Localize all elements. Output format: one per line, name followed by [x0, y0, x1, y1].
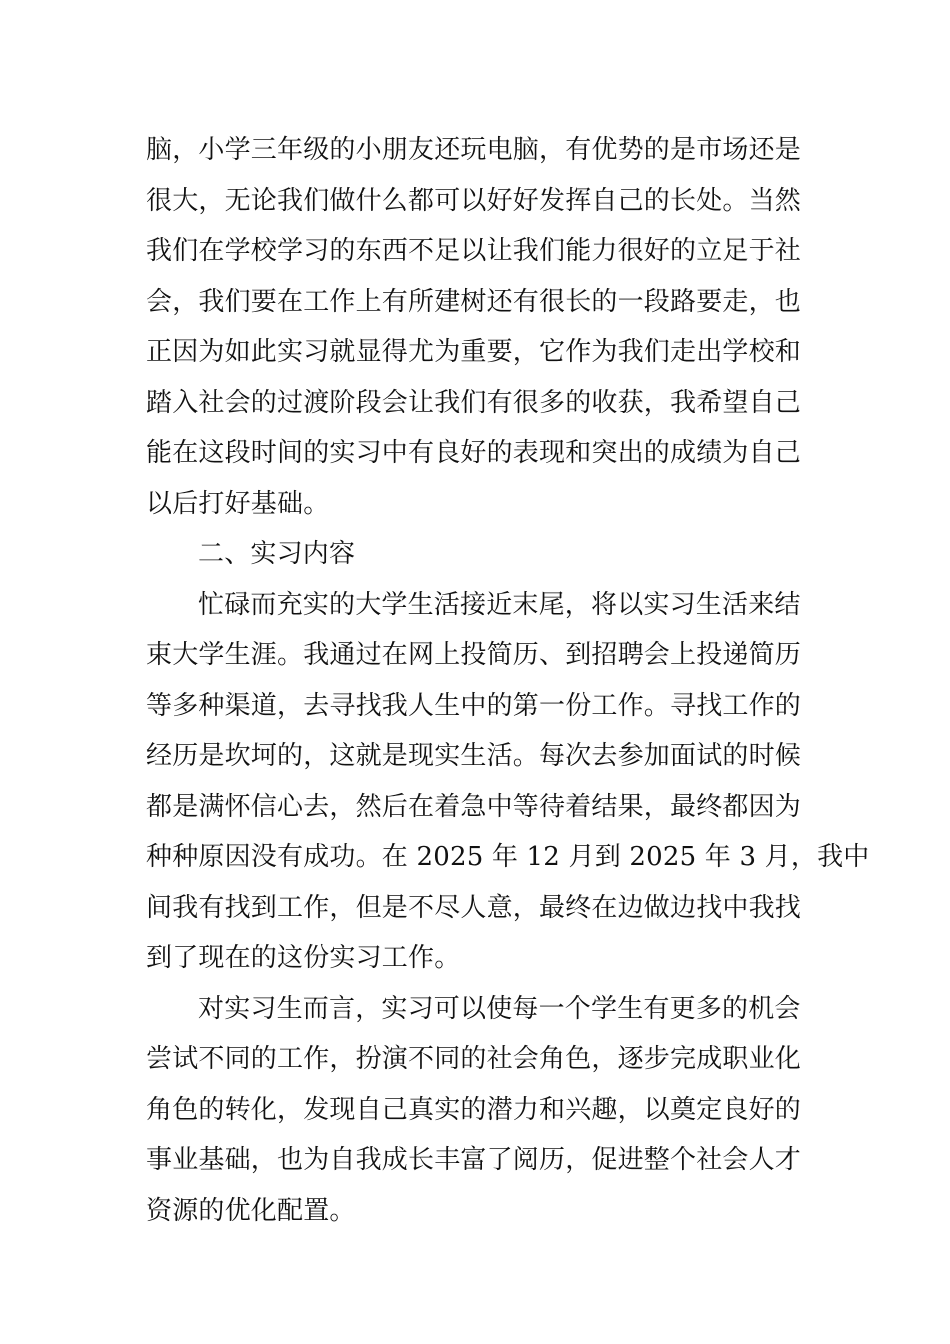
text-line: 经历是坎坷的，这就是现实生活。每次去参加面试的时候	[146, 741, 802, 771]
paragraph-intro-continuation	[146, 125, 810, 529]
text-line: 对实习生而言，实习可以使每一个学生有更多的机会	[198, 993, 801, 1024]
paragraph-job-search	[146, 580, 870, 984]
text-line: 间我有找到工作，但是不尽人意，最终在边做边找中我找	[146, 892, 802, 923]
text-line: 正因为如此实习就显得尤为重要，它作为我们走出学校和	[146, 337, 802, 367]
text-line: 能在这段时间的实习中有良好的表现和突出的成绩为自己	[146, 438, 802, 468]
text-line: 束大学生涯。我通过在网上投简历、到招聘会上投递简历	[146, 640, 802, 670]
text-line: 我们在学校学习的东西不足以让我们能力很好的立足于社	[146, 236, 802, 266]
text-line: 事业基础，也为自我成长丰富了阅历，促进整个社会人才	[146, 1145, 802, 1175]
text-line: 踏入社会的过渡阶段会让我们有很多的收获，我希望自己	[146, 387, 802, 418]
text-line: 角色的转化，发现自己真实的潜力和兴趣，以奠定良好的	[146, 1094, 802, 1125]
text-line: 等多种渠道，去寻找我人生中的第一份工作。寻找工作的	[146, 690, 802, 721]
section-heading	[146, 529, 810, 580]
text-line: 会，我们要在工作上有所建树还有很长的一段路要走，也	[146, 286, 802, 317]
text-line: 很大，无论我们做什么都可以好好发挥自己的长处。当然	[146, 185, 802, 216]
text-line: 种种原因没有成功。在 2025 年 12 月到 2025 年 3 月，我中	[146, 842, 870, 872]
text-line: 到了现在的这份实习工作。	[146, 943, 461, 973]
text-line: 资源的优化配置。	[146, 1195, 356, 1226]
paragraph-internship-value	[146, 984, 810, 1237]
text-line: 尝试不同的工作，扮演不同的社会角色，逐步完成职业化	[146, 1044, 802, 1074]
text-line: 忙碌而充实的大学生活接近末尾，将以实习生活来结	[198, 589, 801, 620]
text-line: 以后打好基础。	[146, 488, 330, 519]
text-line: 都是满怀信心去，然后在着急中等待着结果，最终都因为	[146, 791, 802, 822]
text-line: 脑，小学三年级的小朋友还玩电脑，有优势的是市场还是	[146, 135, 802, 165]
heading-text: 二、实习内容	[198, 539, 356, 569]
